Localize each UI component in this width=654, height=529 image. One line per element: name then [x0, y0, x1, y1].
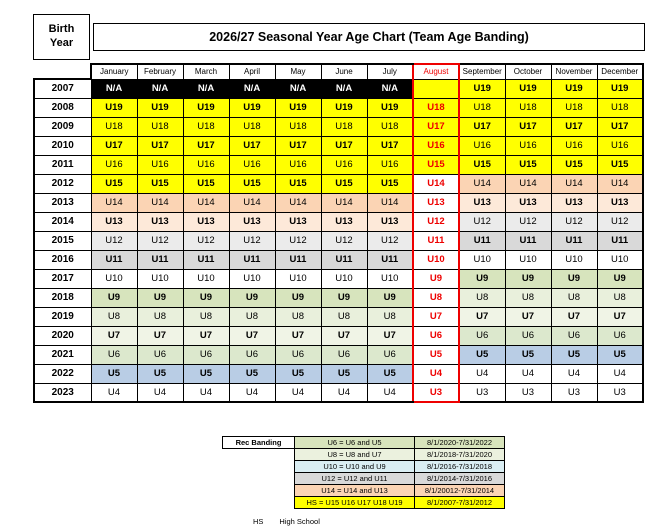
age-cell-2020-april: U7 — [229, 326, 275, 345]
age-cell-2011-june: U16 — [321, 155, 367, 174]
age-cell-2014-october: U12 — [505, 212, 551, 231]
age-cell-2011-september: U15 — [459, 155, 505, 174]
age-cell-2009-april: U18 — [229, 117, 275, 136]
age-cell-2014-january: U13 — [91, 212, 137, 231]
age-cell-2015-february: U12 — [137, 231, 183, 250]
legend-band-label: U8 = U8 and U7 — [295, 449, 415, 461]
age-cell-2016-september: U10 — [459, 250, 505, 269]
age-cell-2023-august: U3 — [413, 383, 459, 402]
age-cell-2017-june: U10 — [321, 269, 367, 288]
age-cell-2010-december: U16 — [597, 136, 643, 155]
birth-year-row-2017 — [34, 269, 643, 288]
age-cell-2007-february: N/A — [137, 79, 183, 98]
legend-band-label: HS = U15 U16 U17 U18 U19 — [295, 497, 415, 509]
legend-spacer — [223, 497, 295, 509]
hs-footnote — [253, 517, 320, 526]
age-cell-2015-september: U11 — [459, 231, 505, 250]
age-cell-2015-august: U11 — [413, 231, 459, 250]
age-cell-2009-november: U17 — [551, 117, 597, 136]
age-cell-2019-march: U8 — [183, 307, 229, 326]
age-cell-2010-october: U16 — [505, 136, 551, 155]
birth-year-row-2018 — [34, 288, 643, 307]
birth-year-2009: 2009 — [34, 117, 91, 136]
age-cell-2021-november: U5 — [551, 345, 597, 364]
age-cell-2012-september: U14 — [459, 174, 505, 193]
age-cell-2018-december: U8 — [597, 288, 643, 307]
age-cell-2018-may: U9 — [275, 288, 321, 307]
legend-date-range: 8/1/20012-7/31/2014 — [415, 485, 505, 497]
birth-year-2023: 2023 — [34, 383, 91, 402]
age-cell-2022-january: U5 — [91, 364, 137, 383]
age-cell-2018-november: U8 — [551, 288, 597, 307]
age-cell-2023-january: U4 — [91, 383, 137, 402]
legend-date-range: 8/1/2020-7/31/2022 — [415, 437, 505, 449]
age-cell-2015-october: U11 — [505, 231, 551, 250]
age-cell-2018-august: U8 — [413, 288, 459, 307]
legend-row-2 — [223, 449, 505, 461]
month-header-july: July — [367, 64, 413, 79]
age-cell-2017-august: U9 — [413, 269, 459, 288]
age-cell-2009-may: U18 — [275, 117, 321, 136]
age-cell-2012-may: U15 — [275, 174, 321, 193]
age-cell-2013-june: U14 — [321, 193, 367, 212]
age-cell-2014-september: U12 — [459, 212, 505, 231]
birth-year-row-2022 — [34, 364, 643, 383]
birth-year-row-2021 — [34, 345, 643, 364]
birth-year-row-2014 — [34, 212, 643, 231]
age-cell-2008-october: U18 — [505, 98, 551, 117]
age-cell-2013-august: U13 — [413, 193, 459, 212]
age-cell-2021-may: U6 — [275, 345, 321, 364]
age-cell-2019-february: U8 — [137, 307, 183, 326]
age-cell-2010-november: U16 — [551, 136, 597, 155]
age-cell-2009-october: U17 — [505, 117, 551, 136]
birth-year-row-2020 — [34, 326, 643, 345]
age-cell-2009-june: U18 — [321, 117, 367, 136]
age-cell-2014-june: U13 — [321, 212, 367, 231]
birth-year-row-2007 — [34, 79, 643, 98]
birth-year-row-2015 — [34, 231, 643, 250]
month-header-november: November — [551, 64, 597, 79]
age-cell-2012-june: U15 — [321, 174, 367, 193]
birth-year-row-2016 — [34, 250, 643, 269]
age-cell-2010-february: U17 — [137, 136, 183, 155]
age-cell-2017-october: U9 — [505, 269, 551, 288]
age-cell-2020-september: U6 — [459, 326, 505, 345]
age-cell-2020-october: U6 — [505, 326, 551, 345]
age-cell-2019-april: U8 — [229, 307, 275, 326]
month-header-january: January — [91, 64, 137, 79]
age-cell-2021-october: U5 — [505, 345, 551, 364]
age-cell-2011-august: U15 — [413, 155, 459, 174]
age-cell-2010-january: U17 — [91, 136, 137, 155]
age-cell-2011-february: U16 — [137, 155, 183, 174]
age-cell-2013-february: U14 — [137, 193, 183, 212]
legend-row-4 — [223, 473, 505, 485]
age-cell-2009-december: U17 — [597, 117, 643, 136]
month-header-row — [34, 64, 643, 79]
age-cell-2016-october: U10 — [505, 250, 551, 269]
legend-row-1 — [223, 437, 505, 449]
birth-year-row-2023 — [34, 383, 643, 402]
age-cell-2016-april: U11 — [229, 250, 275, 269]
legend-header: Rec Banding — [223, 437, 295, 449]
age-cell-2016-december: U10 — [597, 250, 643, 269]
legend-date-range: 8/1/2007-7/31/2012 — [415, 497, 505, 509]
age-cell-2013-may: U14 — [275, 193, 321, 212]
age-cell-2015-april: U12 — [229, 231, 275, 250]
age-cell-2018-february: U9 — [137, 288, 183, 307]
age-cell-2018-january: U9 — [91, 288, 137, 307]
age-cell-2020-june: U7 — [321, 326, 367, 345]
age-cell-2020-december: U6 — [597, 326, 643, 345]
age-cell-2023-may: U4 — [275, 383, 321, 402]
age-cell-2016-august: U10 — [413, 250, 459, 269]
age-cell-2010-july: U17 — [367, 136, 413, 155]
age-cell-2007-june: N/A — [321, 79, 367, 98]
age-cell-2023-september: U3 — [459, 383, 505, 402]
age-cell-2023-december: U3 — [597, 383, 643, 402]
age-cell-2012-february: U15 — [137, 174, 183, 193]
age-cell-2023-february: U4 — [137, 383, 183, 402]
age-cell-2012-march: U15 — [183, 174, 229, 193]
birth-year-2007: 2007 — [34, 79, 91, 98]
age-cell-2009-july: U18 — [367, 117, 413, 136]
age-cell-2018-september: U8 — [459, 288, 505, 307]
age-cell-2017-february: U10 — [137, 269, 183, 288]
legend-date-range: 8/1/2014-7/31/2016 — [415, 473, 505, 485]
birth-year-2008: 2008 — [34, 98, 91, 117]
age-banding-table — [33, 63, 644, 403]
age-cell-2019-june: U8 — [321, 307, 367, 326]
age-cell-2022-august: U4 — [413, 364, 459, 383]
age-cell-2022-september: U4 — [459, 364, 505, 383]
month-header-august: August — [413, 64, 459, 79]
age-cell-2008-january: U19 — [91, 98, 137, 117]
age-cell-2019-august: U7 — [413, 307, 459, 326]
birth-year-line2: Year — [49, 37, 74, 49]
age-cell-2008-june: U19 — [321, 98, 367, 117]
age-cell-2014-november: U12 — [551, 212, 597, 231]
birth-year-row-2012 — [34, 174, 643, 193]
age-cell-2014-march: U13 — [183, 212, 229, 231]
age-cell-2008-august: U18 — [413, 98, 459, 117]
age-cell-2016-january: U11 — [91, 250, 137, 269]
birth-year-2018: 2018 — [34, 288, 91, 307]
legend-spacer — [223, 473, 295, 485]
age-cell-2020-january: U7 — [91, 326, 137, 345]
age-cell-2011-april: U16 — [229, 155, 275, 174]
age-cell-2007-december: U19 — [597, 79, 643, 98]
age-cell-2020-may: U7 — [275, 326, 321, 345]
age-cell-2008-may: U19 — [275, 98, 321, 117]
birth-year-2011: 2011 — [34, 155, 91, 174]
age-cell-2019-may: U8 — [275, 307, 321, 326]
age-cell-2017-april: U10 — [229, 269, 275, 288]
chart-title: 2026/27 Seasonal Year Age Chart (Team Age Banding) — [93, 23, 645, 51]
age-cell-2011-january: U16 — [91, 155, 137, 174]
age-cell-2007-november: U19 — [551, 79, 597, 98]
birth-year-2016: 2016 — [34, 250, 91, 269]
legend-row-3 — [223, 461, 505, 473]
birth-year-row-2010 — [34, 136, 643, 155]
age-cell-2009-january: U18 — [91, 117, 137, 136]
age-cell-2011-october: U15 — [505, 155, 551, 174]
age-cell-2012-april: U15 — [229, 174, 275, 193]
birth-year-2021: 2021 — [34, 345, 91, 364]
age-cell-2021-august: U5 — [413, 345, 459, 364]
age-cell-2016-november: U10 — [551, 250, 597, 269]
age-cell-2012-january: U15 — [91, 174, 137, 193]
age-cell-2015-january: U12 — [91, 231, 137, 250]
birth-year-2015: 2015 — [34, 231, 91, 250]
age-cell-2014-april: U13 — [229, 212, 275, 231]
birth-year-line1: Birth — [48, 23, 75, 36]
age-cell-2017-september: U9 — [459, 269, 505, 288]
legend-spacer — [223, 449, 295, 461]
age-cell-2019-july: U8 — [367, 307, 413, 326]
age-cell-2010-august: U16 — [413, 136, 459, 155]
age-cell-2013-december: U13 — [597, 193, 643, 212]
age-cell-2017-march: U10 — [183, 269, 229, 288]
birth-year-row-2013 — [34, 193, 643, 212]
age-cell-2015-june: U12 — [321, 231, 367, 250]
month-header-february: February — [137, 64, 183, 79]
age-cell-2019-october: U7 — [505, 307, 551, 326]
age-cell-2007-march: N/A — [183, 79, 229, 98]
age-cell-2020-july: U7 — [367, 326, 413, 345]
age-cell-2007-may: N/A — [275, 79, 321, 98]
age-cell-2018-october: U8 — [505, 288, 551, 307]
age-cell-2022-april: U5 — [229, 364, 275, 383]
age-cell-2013-january: U14 — [91, 193, 137, 212]
age-cell-2016-may: U11 — [275, 250, 321, 269]
age-cell-2017-january: U10 — [91, 269, 137, 288]
birth-year-row-2009 — [34, 117, 643, 136]
age-cell-2008-april: U19 — [229, 98, 275, 117]
legend-spacer — [223, 461, 295, 473]
age-cell-2013-october: U13 — [505, 193, 551, 212]
age-cell-2015-july: U12 — [367, 231, 413, 250]
age-cell-2011-march: U16 — [183, 155, 229, 174]
age-cell-2016-june: U11 — [321, 250, 367, 269]
hs-abbreviation: HS — [253, 517, 264, 526]
age-cell-2018-july: U9 — [367, 288, 413, 307]
birth-year-row-2011 — [34, 155, 643, 174]
age-cell-2009-september: U17 — [459, 117, 505, 136]
age-cell-2020-august: U6 — [413, 326, 459, 345]
age-cell-2009-february: U18 — [137, 117, 183, 136]
age-cell-2011-december: U15 — [597, 155, 643, 174]
legend-date-range: 8/1/2016-7/31/2018 — [415, 461, 505, 473]
age-cell-2022-december: U4 — [597, 364, 643, 383]
age-cell-2012-july: U15 — [367, 174, 413, 193]
age-cell-2018-april: U9 — [229, 288, 275, 307]
age-cell-2009-march: U18 — [183, 117, 229, 136]
age-cell-2010-september: U16 — [459, 136, 505, 155]
age-cell-2010-may: U17 — [275, 136, 321, 155]
age-cell-2013-july: U14 — [367, 193, 413, 212]
birth-year-header — [33, 14, 90, 60]
age-cell-2018-march: U9 — [183, 288, 229, 307]
age-cell-2021-june: U6 — [321, 345, 367, 364]
corner-spacer — [34, 64, 91, 79]
legend-band-label: U6 = U6 and U5 — [295, 437, 415, 449]
age-cell-2015-march: U12 — [183, 231, 229, 250]
legend-band-label: U10 = U10 and U9 — [295, 461, 415, 473]
birth-year-row-2019 — [34, 307, 643, 326]
age-cell-2016-march: U11 — [183, 250, 229, 269]
age-cell-2021-september: U5 — [459, 345, 505, 364]
age-cell-2007-april: N/A — [229, 79, 275, 98]
age-cell-2008-november: U18 — [551, 98, 597, 117]
age-cell-2019-september: U7 — [459, 307, 505, 326]
age-cell-2008-march: U19 — [183, 98, 229, 117]
month-header-may: May — [275, 64, 321, 79]
age-cell-2012-august: U14 — [413, 174, 459, 193]
age-cell-2023-march: U4 — [183, 383, 229, 402]
month-header-december: December — [597, 64, 643, 79]
age-cell-2018-june: U9 — [321, 288, 367, 307]
age-cell-2012-november: U14 — [551, 174, 597, 193]
age-cell-2022-march: U5 — [183, 364, 229, 383]
age-cell-2022-may: U5 — [275, 364, 321, 383]
legend-band-label: U12 = U12 and U11 — [295, 473, 415, 485]
age-cell-2023-november: U3 — [551, 383, 597, 402]
age-cell-2021-april: U6 — [229, 345, 275, 364]
legend-band-label: U14 = U14 and U13 — [295, 485, 415, 497]
age-cell-2015-may: U12 — [275, 231, 321, 250]
age-cell-2007-august — [413, 79, 459, 98]
birth-year-2022: 2022 — [34, 364, 91, 383]
age-cell-2017-december: U9 — [597, 269, 643, 288]
rec-banding-legend — [222, 436, 505, 509]
age-cell-2007-july: N/A — [367, 79, 413, 98]
age-cell-2022-february: U5 — [137, 364, 183, 383]
legend-row-5 — [223, 485, 505, 497]
age-cell-2020-february: U7 — [137, 326, 183, 345]
age-cell-2023-june: U4 — [321, 383, 367, 402]
age-cell-2008-february: U19 — [137, 98, 183, 117]
age-cell-2021-january: U6 — [91, 345, 137, 364]
age-cell-2015-november: U11 — [551, 231, 597, 250]
chart-header — [33, 14, 645, 60]
age-cell-2010-june: U17 — [321, 136, 367, 155]
age-cell-2023-april: U4 — [229, 383, 275, 402]
age-cell-2015-december: U11 — [597, 231, 643, 250]
age-cell-2021-july: U6 — [367, 345, 413, 364]
legend-date-range: 8/1/2018-7/31/2020 — [415, 449, 505, 461]
birth-year-row-2008 — [34, 98, 643, 117]
age-cell-2023-october: U3 — [505, 383, 551, 402]
birth-year-2014: 2014 — [34, 212, 91, 231]
age-cell-2016-february: U11 — [137, 250, 183, 269]
age-cell-2020-march: U7 — [183, 326, 229, 345]
age-cell-2022-june: U5 — [321, 364, 367, 383]
month-header-september: September — [459, 64, 505, 79]
age-cell-2021-december: U5 — [597, 345, 643, 364]
age-cell-2013-march: U14 — [183, 193, 229, 212]
month-header-october: October — [505, 64, 551, 79]
age-cell-2014-may: U13 — [275, 212, 321, 231]
age-cell-2007-september: U19 — [459, 79, 505, 98]
age-cell-2013-november: U13 — [551, 193, 597, 212]
age-cell-2008-december: U18 — [597, 98, 643, 117]
age-cell-2013-september: U13 — [459, 193, 505, 212]
month-header-march: March — [183, 64, 229, 79]
age-cell-2012-december: U14 — [597, 174, 643, 193]
age-cell-2008-july: U19 — [367, 98, 413, 117]
age-cell-2011-july: U16 — [367, 155, 413, 174]
birth-year-2019: 2019 — [34, 307, 91, 326]
month-header-june: June — [321, 64, 367, 79]
legend-spacer — [223, 485, 295, 497]
legend-row-6 — [223, 497, 505, 509]
age-cell-2019-december: U7 — [597, 307, 643, 326]
age-cell-2014-february: U13 — [137, 212, 183, 231]
age-cell-2022-october: U4 — [505, 364, 551, 383]
age-cell-2014-august: U12 — [413, 212, 459, 231]
age-cell-2017-november: U9 — [551, 269, 597, 288]
age-cell-2021-february: U6 — [137, 345, 183, 364]
age-cell-2016-july: U11 — [367, 250, 413, 269]
birth-year-2017: 2017 — [34, 269, 91, 288]
birth-year-2013: 2013 — [34, 193, 91, 212]
age-cell-2011-november: U15 — [551, 155, 597, 174]
age-cell-2019-november: U7 — [551, 307, 597, 326]
age-cell-2022-november: U4 — [551, 364, 597, 383]
month-header-april: April — [229, 64, 275, 79]
age-cell-2007-january: N/A — [91, 79, 137, 98]
age-cell-2020-november: U6 — [551, 326, 597, 345]
age-cell-2010-march: U17 — [183, 136, 229, 155]
age-cell-2008-september: U18 — [459, 98, 505, 117]
birth-year-2020: 2020 — [34, 326, 91, 345]
age-cell-2013-april: U14 — [229, 193, 275, 212]
age-cell-2017-may: U10 — [275, 269, 321, 288]
birth-year-2012: 2012 — [34, 174, 91, 193]
age-cell-2009-august: U17 — [413, 117, 459, 136]
birth-year-2010: 2010 — [34, 136, 91, 155]
age-cell-2014-december: U12 — [597, 212, 643, 231]
age-cell-2010-april: U17 — [229, 136, 275, 155]
age-cell-2022-july: U5 — [367, 364, 413, 383]
age-cell-2023-july: U4 — [367, 383, 413, 402]
age-cell-2019-january: U8 — [91, 307, 137, 326]
age-cell-2007-october: U19 — [505, 79, 551, 98]
age-cell-2011-may: U16 — [275, 155, 321, 174]
age-cell-2017-july: U10 — [367, 269, 413, 288]
hs-meaning: High School — [279, 517, 320, 526]
age-cell-2021-march: U6 — [183, 345, 229, 364]
age-cell-2014-july: U13 — [367, 212, 413, 231]
age-cell-2012-october: U14 — [505, 174, 551, 193]
